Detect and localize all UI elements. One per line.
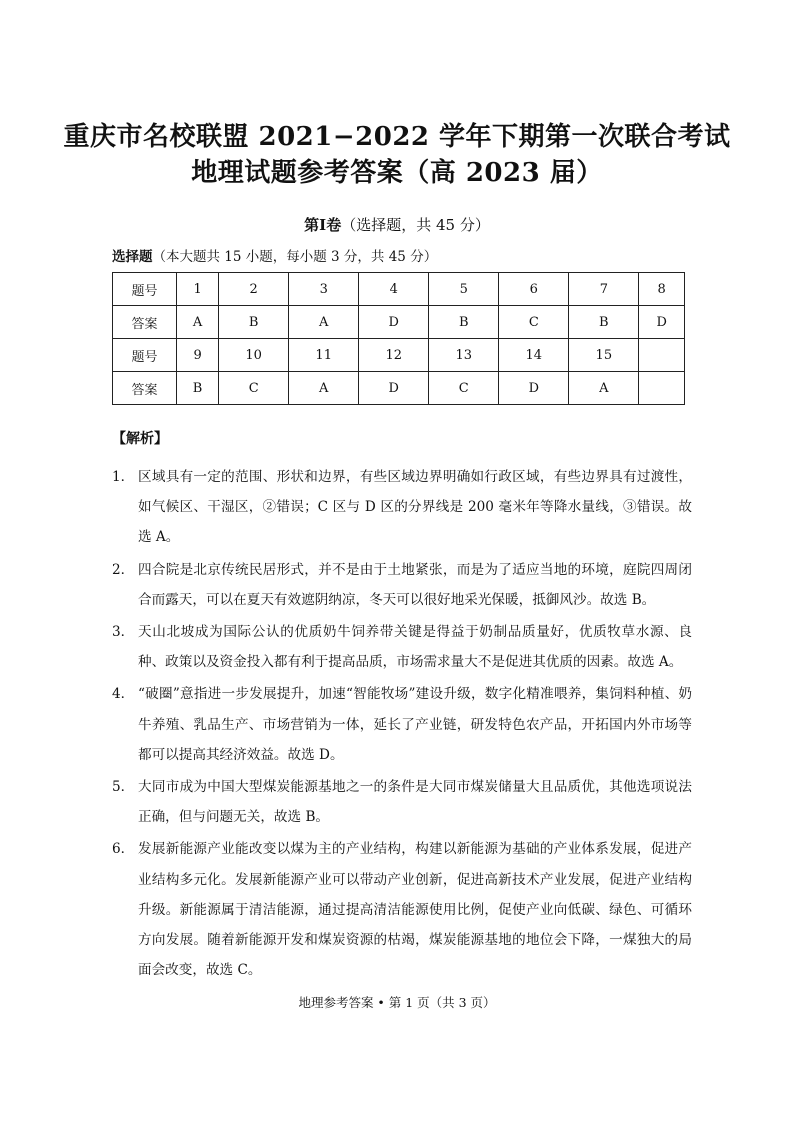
analysis-item — [112, 772, 692, 832]
table-row — [113, 306, 685, 339]
table-cell: 15 — [569, 339, 639, 372]
analysis-item-text: 四合院是北京传统民居形式，并不是由于土地紧张，而是为了适应当地的环境，庭院四周闭合而露天，可以在夏天有效遮阴纳凉，冬天可以很好地采光保暖，抵御风沙。故选 B。 — [138, 561, 692, 608]
subheading-rest: （本大题共 15 小题，每小题 3 分，共 45 分） — [152, 249, 438, 265]
table-cell: 11 — [289, 339, 359, 372]
analysis-item-text: 发展新能源产业能改变以煤为主的产业结构，构建以新能源为基础的产业体系发展，促进产业结构多元化。发展新能源产业可以带动产业创新，促进高新技术产业发展，促进产业结构升级。新能源属于清洁能源，通过提高清洁能源使用比例，促使产业向低碳、绿色、可循环方向发展。随着新能源开发和煤炭资源的枯竭，煤炭能源基地的地位会下降，一煤独大的局面会改变，故选 C。 — [138, 841, 692, 979]
table-cell: B — [177, 372, 219, 405]
section-title-bold: 第Ⅰ卷 — [304, 216, 342, 234]
analysis-item-number: 5． — [112, 779, 135, 796]
section-title-rest: （选择题，共 45 分） — [341, 216, 490, 234]
table-cell: 8 — [639, 273, 685, 306]
page-title-line1: 重庆市名校联盟 2021−2022 学年下期第一次联合考试 — [63, 122, 731, 152]
table-cell: A — [289, 306, 359, 339]
table-row-header: 答案 — [113, 372, 177, 405]
subheading-bold: 选择题 — [112, 249, 153, 265]
table-cell: D — [359, 306, 429, 339]
analysis-item-text: 区域具有一定的范围、形状和边界，有些区域边界明确如行政区域，有些边界具有过渡性，如气候区、干湿区，②错误；C 区与 D 区的分界线是 200 毫米年等降水量线，③错误。故选 A。 — [138, 469, 692, 546]
table-cell: 5 — [429, 273, 499, 306]
analysis-item-number: 2． — [112, 561, 135, 578]
analysis-item — [112, 617, 692, 677]
table-row-header: 题号 — [113, 273, 177, 306]
table-cell: 3 — [289, 273, 359, 306]
table-cell: C — [219, 372, 289, 405]
analysis-heading: 【解析】 — [112, 431, 168, 447]
table-cell: 1 — [177, 273, 219, 306]
table-cell: 9 — [177, 339, 219, 372]
table-cell: 12 — [359, 339, 429, 372]
table-cell: 13 — [429, 339, 499, 372]
table-cell: C — [499, 306, 569, 339]
analysis-item — [112, 462, 692, 553]
table-row-header: 答案 — [113, 306, 177, 339]
analysis-item-number: 4． — [112, 686, 135, 703]
section-title — [0, 214, 794, 235]
analysis-item-text: 大同市成为中国大型煤炭能源基地之一的条件是大同市煤炭储量大且品质优，其他选项说法正确，但与问题无关，故选 B。 — [138, 779, 692, 826]
table-cell — [639, 339, 685, 372]
page-footer: 地理参考答案 • 第 1 页（共 3 页） — [298, 995, 496, 1010]
analysis-item-number: 1． — [112, 469, 135, 485]
table-cell: C — [429, 372, 499, 405]
analysis-list — [112, 462, 692, 987]
table-cell — [639, 372, 685, 405]
table-row — [113, 339, 685, 372]
table-cell: 2 — [219, 273, 289, 306]
table-cell: D — [639, 306, 685, 339]
answer-table — [112, 272, 685, 405]
table-cell: 6 — [499, 273, 569, 306]
table-row-header: 题号 — [113, 339, 177, 372]
table-cell: B — [429, 306, 499, 339]
analysis-item-text: 天山北坡成为国际公认的优质奶牛饲养带关键是得益于奶制品质量好，优质牧草水源、良种、政策以及资金投入都有利于提高品质，市场需求量大不是促进其优质的因素。故选 A。 — [138, 624, 692, 671]
table-cell: 10 — [219, 339, 289, 372]
table-cell: A — [177, 306, 219, 339]
analysis-item-number: 3． — [112, 624, 135, 641]
table-cell: 4 — [359, 273, 429, 306]
table-cell: B — [219, 306, 289, 339]
table-cell: A — [569, 372, 639, 405]
analysis-item-text: “破圈”意指进一步发展提升，加速“智能牧场”建设升级，数字化精准喂养，集饲料种植、奶牛养殖、乳品生产、市场营销为一体，延长了产业链，研发特色农产品，开拓国内外市场等都可以提高其经济效益。故选 D。 — [138, 686, 692, 763]
table-row — [113, 372, 685, 405]
table-cell: 14 — [499, 339, 569, 372]
analysis-item — [112, 834, 692, 985]
analysis-item-number: 6． — [112, 841, 135, 858]
table-row — [113, 273, 685, 306]
analysis-item — [112, 555, 692, 615]
table-cell: A — [289, 372, 359, 405]
choice-subheading — [112, 245, 437, 265]
analysis-item — [112, 679, 692, 770]
table-cell: B — [569, 306, 639, 339]
table-cell: 7 — [569, 273, 639, 306]
table-cell: D — [499, 372, 569, 405]
table-cell: D — [359, 372, 429, 405]
page-title-line2: 地理试题参考答案（高 2023 届） — [191, 158, 603, 188]
